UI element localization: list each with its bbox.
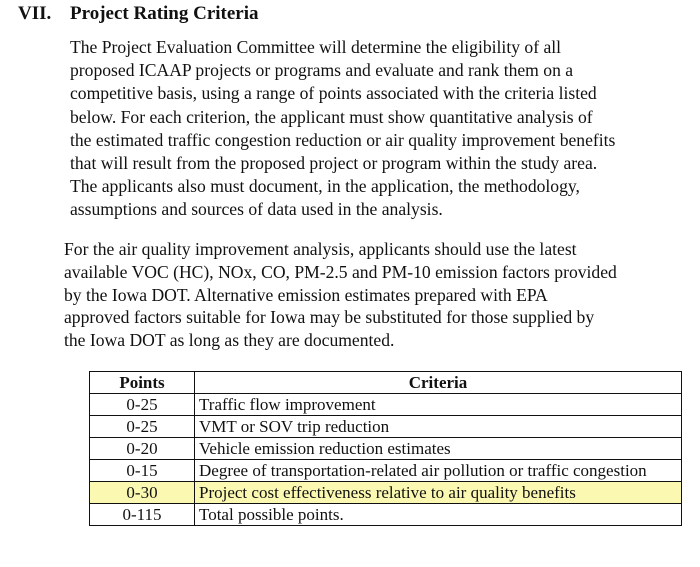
section-heading: [18, 2, 259, 26]
highlighted-table-row: [90, 482, 682, 504]
section-title: Project Rating Criteria: [70, 3, 259, 24]
criteria-cell: Project cost effectiveness relative to air quality benefits: [195, 482, 682, 504]
paragraph-evaluation: [70, 36, 696, 222]
points-cell: 0-115: [90, 504, 195, 526]
paragraph-line: available VOC (HC), NOx, CO, PM-2.5 and PM-10 emission factors provided: [64, 261, 617, 282]
criteria-header: Criteria: [195, 372, 682, 394]
points-cell: 0-20: [90, 438, 195, 460]
paragraph-line: For the air quality improvement analysis, applicants should use the latest: [64, 239, 577, 259]
points-cell: 0-25: [90, 416, 195, 438]
points-cell: 0-15: [90, 460, 195, 482]
table-row: [90, 394, 682, 416]
paragraph-line: The Project Evaluation Committee will determine the eligibility of all: [70, 37, 562, 57]
paragraph-air-quality: [64, 238, 696, 352]
section-number: VII.: [18, 3, 52, 24]
table-header-row: [90, 372, 682, 394]
table-row: [90, 416, 682, 438]
paragraph-line: by the Iowa DOT. Alternative emission estimates prepared with EPA: [64, 284, 548, 305]
paragraph-line: approved factors suitable for Iowa may be substituted for those supplied by: [64, 307, 595, 328]
paragraph-line: The applicants also must document, in the application, the methodology,: [70, 176, 580, 197]
paragraph-line: below. For each criterion, the applicant must show quantitative analysis of: [70, 106, 593, 127]
paragraph-line: competitive basis, using a range of points associated with the criteria listed: [70, 83, 597, 104]
criteria-cell: Degree of transportation-related air pollution or traffic congestion: [195, 460, 682, 482]
points-cell: 0-30: [90, 482, 195, 504]
paragraph-line: assumptions and sources of data used in the analysis.: [70, 199, 443, 220]
criteria-cell: Total possible points.: [195, 504, 682, 526]
criteria-cell: Vehicle emission reduction estimates: [195, 438, 682, 460]
paragraph-line: the Iowa DOT as long as they are documented.: [64, 330, 395, 351]
table-row: [90, 438, 682, 460]
paragraph-line: the estimated traffic congestion reduction or air quality improvement benefits: [70, 129, 616, 150]
criteria-table: [89, 371, 682, 526]
points-header: Points: [90, 372, 195, 394]
paragraph-line: that will result from the proposed project or program within the study area.: [70, 153, 598, 174]
table-row: [90, 460, 682, 482]
criteria-cell: VMT or SOV trip reduction: [195, 416, 682, 438]
table-row-total: [90, 504, 682, 526]
paragraph-line: proposed ICAAP projects or programs and evaluate and rank them on a: [70, 60, 574, 81]
criteria-cell: Traffic flow improvement: [195, 394, 682, 416]
points-cell: 0-25: [90, 394, 195, 416]
